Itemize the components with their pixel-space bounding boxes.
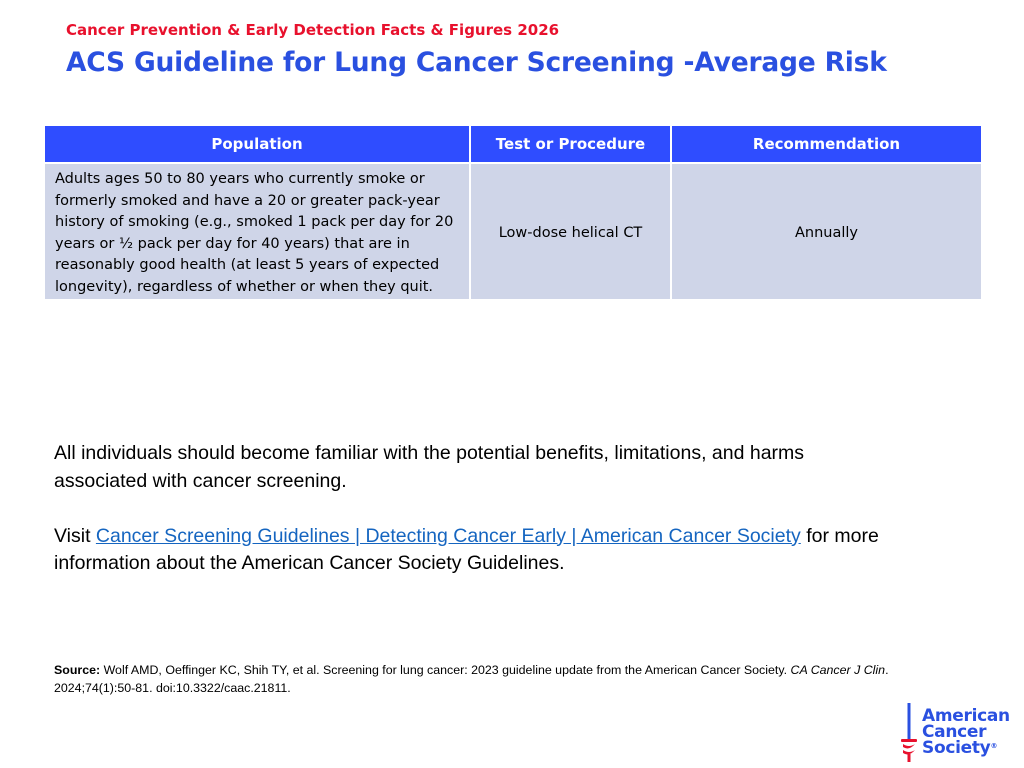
table-header-row bbox=[44, 125, 982, 163]
body-paragraph-screening: All individuals should become familiar with the potential benefits, limitations, and harms associated with cancer screening. bbox=[54, 442, 805, 492]
logo-line-cancer: Cancer bbox=[922, 722, 987, 742]
source-journal: CA Cancer J Clin bbox=[790, 663, 886, 677]
cell-test: Low-dose helical CT bbox=[470, 163, 671, 300]
deck-subtitle: Cancer Prevention & Early Detection Facts & Figures 2026 bbox=[66, 21, 560, 39]
source-citation-details: . 2024;74(1):50-81. doi:10.3322/caac.21811. bbox=[54, 663, 889, 695]
header-recommendation: Recommendation bbox=[671, 125, 982, 163]
registered-mark: ® bbox=[990, 742, 998, 750]
body-text bbox=[54, 440, 894, 578]
page-title: ACS Guideline for Lung Cancer Screening -Average Risk bbox=[66, 47, 887, 78]
source-citation bbox=[54, 661, 894, 697]
body-paragraph-visit bbox=[54, 523, 894, 578]
visit-suffix: for more information about the American Cancer Society Guidelines. bbox=[54, 524, 879, 574]
logo-line-society: Society® bbox=[922, 738, 998, 758]
visit-prefix: Visit bbox=[54, 524, 96, 547]
sword-icon bbox=[898, 702, 920, 764]
source-label: Source: bbox=[54, 663, 101, 677]
source-text: Wolf AMD, Oeffinger KC, Shih TY, et al. Screening for lung cancer: 2023 guideline update from the American Cancer Society. bbox=[100, 663, 791, 677]
screening-guidelines-link[interactable]: Cancer Screening Guidelines | Detecting Cancer Early | American Cancer Society bbox=[95, 524, 801, 547]
header-population: Population bbox=[44, 125, 470, 163]
logo-wordmark bbox=[922, 708, 1010, 756]
cell-recommendation: Annually bbox=[671, 163, 982, 300]
logo-line-american: American bbox=[922, 706, 1010, 726]
cell-population: Adults ages 50 to 80 years who currently smoke or formerly smoked and have a 20 or greater pack-year history of smoking (e.g., smoked 1 pack per day for 20 years or ½ pack per day for 40 years) that are in reasonably good health (at least 5 years of expected longevity), regardless of whether or when they quit. bbox=[44, 163, 470, 300]
acs-logo bbox=[898, 702, 1018, 764]
table-row bbox=[44, 163, 982, 300]
guideline-table bbox=[43, 124, 983, 301]
header-test-or-procedure: Test or Procedure bbox=[470, 125, 671, 163]
